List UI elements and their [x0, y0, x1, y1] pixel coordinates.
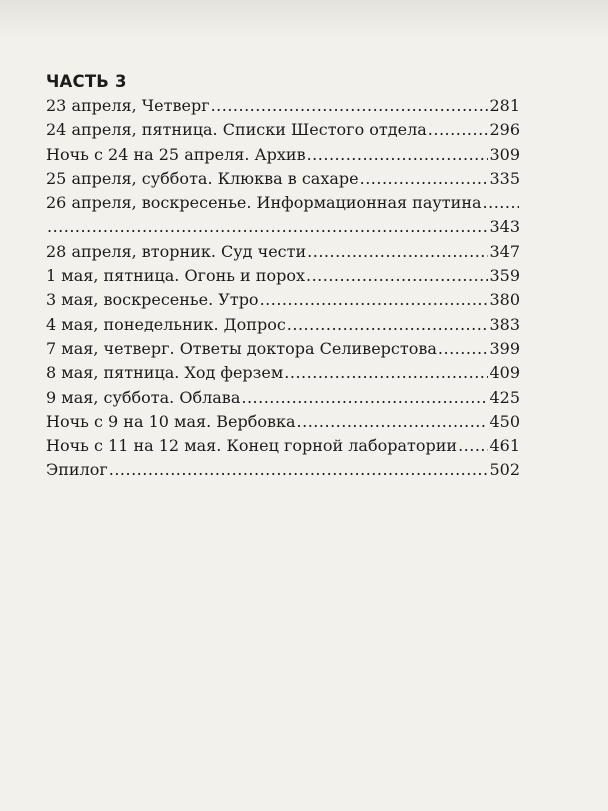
toc-entry[interactable] [46, 288, 520, 312]
toc-entry-title: 8 мая, пятница. Ход ферзем [46, 363, 284, 383]
toc-entry-title: 28 апреля, вторник. Суд чести [46, 241, 307, 261]
dot-leader [260, 288, 489, 312]
dot-leader [211, 94, 489, 118]
toc-entry-title: 23 апреля, Четверг [46, 96, 210, 115]
toc-entry-page: 383 [489, 314, 520, 334]
dot-leader [241, 386, 488, 410]
dot-leader [428, 118, 489, 142]
toc-entry[interactable] [46, 118, 520, 142]
dot-leader [306, 264, 488, 288]
toc-entry-page: 409 [489, 363, 520, 383]
dot-leader [307, 240, 488, 264]
dot-leader [483, 191, 519, 215]
toc-entry[interactable] [46, 167, 520, 191]
toc-entry[interactable] [46, 313, 520, 337]
toc-entry-title: 24 апреля, пятница. Списки Шестого отдела [46, 120, 427, 140]
toc-entry[interactable] [46, 94, 520, 118]
toc-entry-page: 359 [489, 266, 520, 286]
toc-entry[interactable] [46, 143, 520, 167]
toc-entry-title: Ночь с 9 на 10 мая. Вербовка [46, 411, 296, 431]
toc-entry-page: 461 [489, 436, 520, 456]
toc-entry-page: 309 [489, 144, 520, 164]
toc-entry-page: 347 [489, 241, 520, 261]
dot-leader [109, 458, 489, 482]
toc-entry-page: 399 [489, 338, 520, 358]
dot-leader [47, 215, 488, 239]
toc-entry-title: 25 апреля, суббота. Клюква в сахаре [46, 168, 359, 188]
toc-entry-title: Ночь с 24 на 25 апреля. Архив [46, 144, 306, 164]
toc-entry-page: 296 [489, 120, 520, 140]
toc-entry[interactable] [46, 386, 520, 410]
toc-entry[interactable] [46, 240, 520, 264]
toc-entry-title: 7 мая, четверг. Ответы доктора Селиверстова [46, 338, 437, 358]
page-top-shadow [0, 0, 608, 40]
dot-leader [297, 410, 489, 434]
dot-leader [287, 313, 489, 337]
toc-entry[interactable] [46, 337, 520, 361]
toc-entry[interactable] [46, 191, 520, 215]
toc-entry-page: 281 [489, 96, 520, 115]
toc-entry[interactable] [46, 361, 520, 385]
toc-entry[interactable] [46, 458, 520, 482]
toc-entry-title: 4 мая, понедельник. Допрос [46, 314, 286, 334]
toc-entry-page: 502 [489, 460, 520, 480]
toc-entry[interactable] [46, 264, 520, 288]
dot-leader [307, 143, 489, 167]
table-of-contents [46, 70, 520, 483]
toc-entry-title: 9 мая, суббота. Облава [46, 387, 241, 407]
toc-entry-title: 3 мая, воскресенье. Утро [46, 290, 259, 310]
toc-entry-page: 380 [489, 290, 520, 310]
toc-entry[interactable] [46, 434, 520, 458]
part-heading: ЧАСТЬ 3 [46, 72, 127, 91]
toc-entry-title: 26 апреля, воскресенье. Информационная паутина [46, 193, 482, 213]
toc-entry-title: Эпилог [46, 460, 108, 480]
toc-entry[interactable] [46, 410, 520, 434]
toc-entry-page: 425 [489, 387, 520, 407]
toc-entry-page: 450 [489, 411, 520, 431]
dot-leader [458, 434, 488, 458]
toc-entry-title: 1 мая, пятница. Огонь и порох [46, 266, 305, 286]
toc-entry-page: 343 [489, 217, 520, 237]
toc-entry-page: 335 [489, 168, 520, 188]
dot-leader [438, 337, 489, 361]
toc-entry-title: Ночь с 11 на 12 мая. Конец горной лаборатории [46, 436, 458, 456]
dot-leader [284, 361, 488, 385]
toc-entry-continuation[interactable] [46, 215, 520, 239]
dot-leader [360, 167, 489, 191]
